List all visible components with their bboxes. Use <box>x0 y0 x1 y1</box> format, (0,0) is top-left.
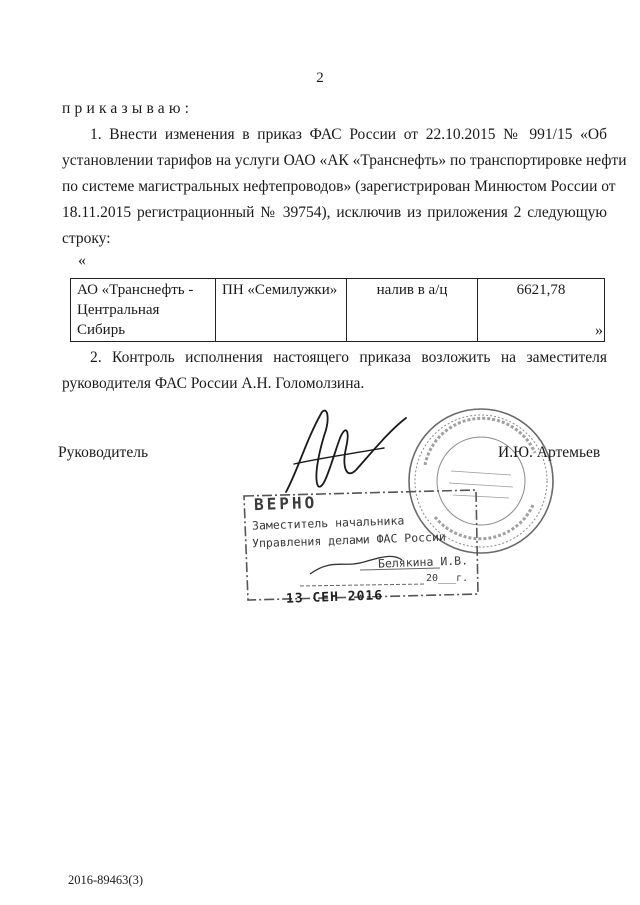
paragraph-2-line: руководителя ФАС России А.Н. Голомолзина. <box>62 375 365 392</box>
stamp-department-line: Управления делами ФАС России <box>251 529 447 551</box>
paragraph-2-line: 2. Контроль исполнения настоящего приказа возложить на заместителя <box>90 349 607 366</box>
table-row <box>71 279 605 342</box>
paragraph-1-line: 18.11.2015 регистрационный № 39754), исключив из приложения 2 следующую <box>62 204 607 221</box>
handwritten-signature <box>280 400 410 505</box>
tariff-table <box>70 278 605 342</box>
stamp-signer: Белякина И.В. <box>377 553 469 571</box>
table-cell-tariff: 6621,78 <box>478 279 605 342</box>
signatory-name: И.Ю. Артемьев <box>498 444 601 461</box>
stamp-title: ВЕРНО <box>253 492 318 515</box>
document-code: 2016-89463(3) <box>68 873 143 887</box>
paragraph-2 <box>62 345 607 397</box>
paragraph-1-line: установлении тарифов на услуги ОАО «АК «Транснефть» по транспортировке нефти <box>62 152 627 169</box>
stamp-date: 13 СЕН 2016 <box>285 588 384 607</box>
table-cell-method: налив в а/ц <box>347 279 478 342</box>
table-cell-company: АО «Транснефть - Центральная Сибирь <box>71 279 216 342</box>
paragraph-1 <box>62 122 627 252</box>
signatory-role: Руководитель <box>58 444 149 461</box>
table-cell-station: ПН «Семилужки» <box>216 279 347 342</box>
page-number: 2 <box>316 70 324 86</box>
closing-quote: » <box>595 322 603 339</box>
stamp-position-line: Заместитель начальника <box>251 513 405 533</box>
paragraph-1-line: по системе магистральных нефтепроводов» (зарегистрирован Минюстом России от <box>62 178 616 195</box>
paragraph-1-line: 1. Внести изменения в приказ ФАС России от 22.10.2015 № 991/15 «Об <box>90 126 607 143</box>
order-heading: приказываю: <box>62 100 194 117</box>
stamp-year-blank: 20___г. <box>426 573 469 584</box>
opening-quote: « <box>78 252 86 269</box>
paragraph-1-line: строку: <box>62 230 111 247</box>
